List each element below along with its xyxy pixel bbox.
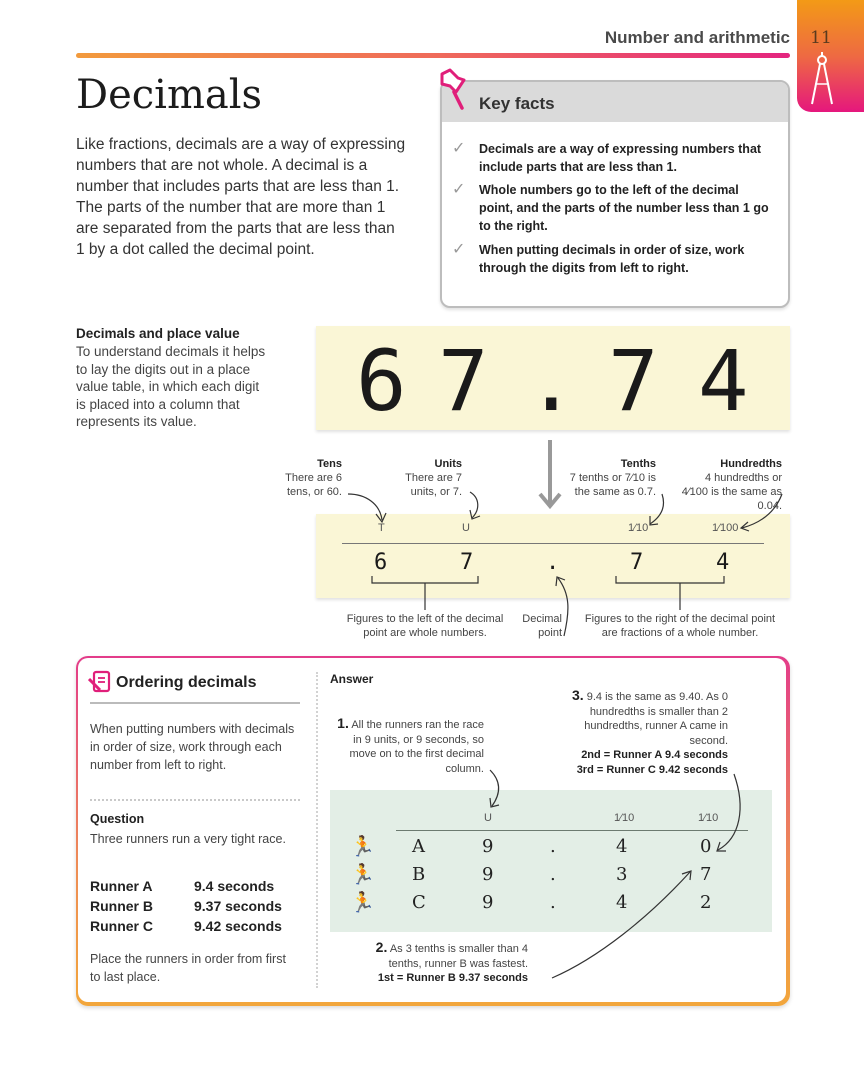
table-decimal-point: . bbox=[546, 550, 560, 575]
runner-row bbox=[90, 918, 320, 934]
table-digit: 7 bbox=[460, 550, 474, 575]
intro-text: Like fractions, decimals are a way of expressing numbers that are not whole. A decimal is a number that includes parts that are less than 1. The parts of the number that are more than 1 are separated from the parts that are less than 1 by a dot called the decimal point. bbox=[76, 136, 406, 258]
step-number: 3. bbox=[572, 687, 584, 703]
step-number: 1. bbox=[337, 715, 349, 731]
runner-name: Runner A bbox=[90, 878, 153, 894]
runner-row bbox=[90, 878, 320, 894]
row-tenths: 4 bbox=[616, 836, 628, 857]
step-result: 2nd = Runner A 9.4 seconds bbox=[581, 749, 728, 761]
question-text: Three runners run a very tight race. bbox=[90, 832, 286, 846]
caption-left: Figures to the left of the decimal point are whole numbers. bbox=[346, 613, 504, 639]
worksheet-pencil-icon bbox=[88, 670, 112, 694]
column-label-tenths: 1⁄10 bbox=[628, 522, 649, 534]
section-title: Number and arithmetic bbox=[604, 28, 790, 47]
big-digit: 7 bbox=[438, 332, 489, 430]
table-digit: 7 bbox=[630, 550, 644, 575]
step-result: 1st = Runner B 9.37 seconds bbox=[377, 972, 528, 984]
pushpin-icon bbox=[436, 68, 472, 112]
key-fact-text: Decimals are a way of expressing numbers that include parts that are less than 1. bbox=[479, 142, 762, 174]
caption-right: Figures to the right of the decimal point are fractions of a whole number. bbox=[584, 613, 776, 639]
page-number: 11 bbox=[810, 28, 832, 48]
table-digit: 4 bbox=[716, 550, 730, 575]
checkmark-icon: ✓ bbox=[452, 241, 466, 258]
annotation-text: 4 hundredths or 4⁄100 is the same as 0.04. bbox=[681, 472, 782, 512]
row-point: . bbox=[550, 892, 556, 913]
row-tenths: 4 bbox=[616, 892, 628, 913]
dotted-divider bbox=[90, 799, 300, 801]
column-label-hundredths: 1⁄10 bbox=[698, 812, 719, 824]
annotation-text: There are 6 tens, or 60. bbox=[285, 472, 342, 498]
big-digit: 6 bbox=[356, 332, 407, 430]
table-digit: 6 bbox=[374, 550, 388, 575]
title-rule bbox=[90, 702, 300, 704]
column-label-units: U bbox=[462, 522, 470, 534]
annotation-title: Tenths bbox=[620, 458, 656, 470]
key-facts-box bbox=[440, 80, 790, 308]
dotted-column-divider bbox=[316, 672, 318, 988]
step-text: As 3 tenths is smaller than 4 tenths, runner B was fastest. bbox=[388, 943, 528, 970]
runner-icon: 🏃 bbox=[350, 836, 375, 858]
key-fact-text: When putting decimals in order of size, work through the digits from left to right. bbox=[479, 243, 745, 275]
column-label-tenths: 1⁄10 bbox=[614, 812, 635, 824]
header-rule bbox=[76, 53, 790, 58]
checkmark-icon: ✓ bbox=[452, 140, 466, 157]
row-hundredths: 2 bbox=[700, 892, 712, 913]
caption-decimal-point: Decimal point bbox=[522, 613, 562, 639]
big-digit: 7 bbox=[608, 332, 659, 430]
answer-arrows bbox=[478, 758, 748, 988]
row-letter: B bbox=[412, 864, 426, 885]
ordering-decimals-panel bbox=[76, 656, 790, 1006]
runner-row bbox=[90, 898, 320, 914]
place-value-text: To understand decimals it helps to lay the digits out in a place value table, in which each digit is placed into a column that represents its value. bbox=[76, 344, 266, 429]
step-text: 9.4 is the same as 9.40. As 0 hundredths is smaller than 2 hundredths, runner A came in second. bbox=[584, 691, 728, 747]
step-1 bbox=[328, 716, 484, 776]
runner-time: 9.42 seconds bbox=[194, 918, 282, 934]
column-label-units: U bbox=[484, 812, 492, 824]
runner-name: Runner C bbox=[90, 918, 153, 934]
ordering-intro: When putting numbers with decimals in order of size, work through each number from left to right. bbox=[90, 722, 295, 772]
annotation-title: Tens bbox=[317, 458, 342, 470]
page-tab bbox=[797, 0, 864, 112]
annotation-text: There are 7 units, or 7. bbox=[405, 472, 462, 498]
key-facts-title: Key facts bbox=[479, 94, 555, 113]
step-result: 3rd = Runner C 9.42 seconds bbox=[576, 763, 728, 776]
question-heading: Question bbox=[90, 812, 145, 826]
row-letter: C bbox=[412, 892, 426, 913]
big-digit: 4 bbox=[698, 332, 749, 430]
checkmark-icon: ✓ bbox=[452, 181, 466, 198]
ordering-title: Ordering decimals bbox=[116, 674, 257, 691]
step-text: All the runners ran the race in 9 units, or 9 seconds, so move on to the first decimal column. bbox=[349, 719, 484, 775]
page-title: Decimals bbox=[76, 72, 263, 118]
instruction-text: Place the runners in order from first to last place. bbox=[90, 952, 286, 984]
runner-name: Runner B bbox=[90, 898, 153, 914]
annotation-text: 7 tenths or 7⁄10 is the same as 0.7. bbox=[569, 472, 656, 498]
answer-heading: Answer bbox=[330, 672, 374, 686]
big-decimal-point: . bbox=[526, 332, 577, 430]
compass-icon bbox=[807, 52, 837, 108]
runner-time: 9.37 seconds bbox=[194, 898, 282, 914]
row-point: . bbox=[550, 836, 556, 857]
row-units: 9 bbox=[482, 892, 494, 913]
step-number: 2. bbox=[375, 939, 388, 955]
key-fact-text: Whole numbers go to the left of the decimal point, and the parts of the number less than 1 go to the right. bbox=[479, 183, 769, 233]
runner-time: 9.4 seconds bbox=[194, 878, 275, 894]
runner-icon: 🏃 bbox=[350, 892, 375, 914]
runner-icon: 🏃 bbox=[350, 864, 375, 886]
row-point: . bbox=[550, 864, 556, 885]
row-letter: A bbox=[412, 836, 425, 857]
column-label-hundredths: 1⁄100 bbox=[712, 522, 739, 534]
row-units: 9 bbox=[482, 864, 494, 885]
row-hundredths: 7 bbox=[700, 864, 712, 885]
annotation-title: Units bbox=[434, 458, 462, 470]
column-label-tens: T bbox=[378, 522, 385, 534]
big-number-strip bbox=[316, 326, 790, 430]
row-hundredths: 0 bbox=[700, 836, 712, 857]
row-tenths: 3 bbox=[616, 864, 628, 885]
annotation-title: Hundredths bbox=[720, 458, 782, 470]
row-units: 9 bbox=[482, 836, 494, 857]
place-value-heading: Decimals and place value bbox=[76, 326, 240, 341]
